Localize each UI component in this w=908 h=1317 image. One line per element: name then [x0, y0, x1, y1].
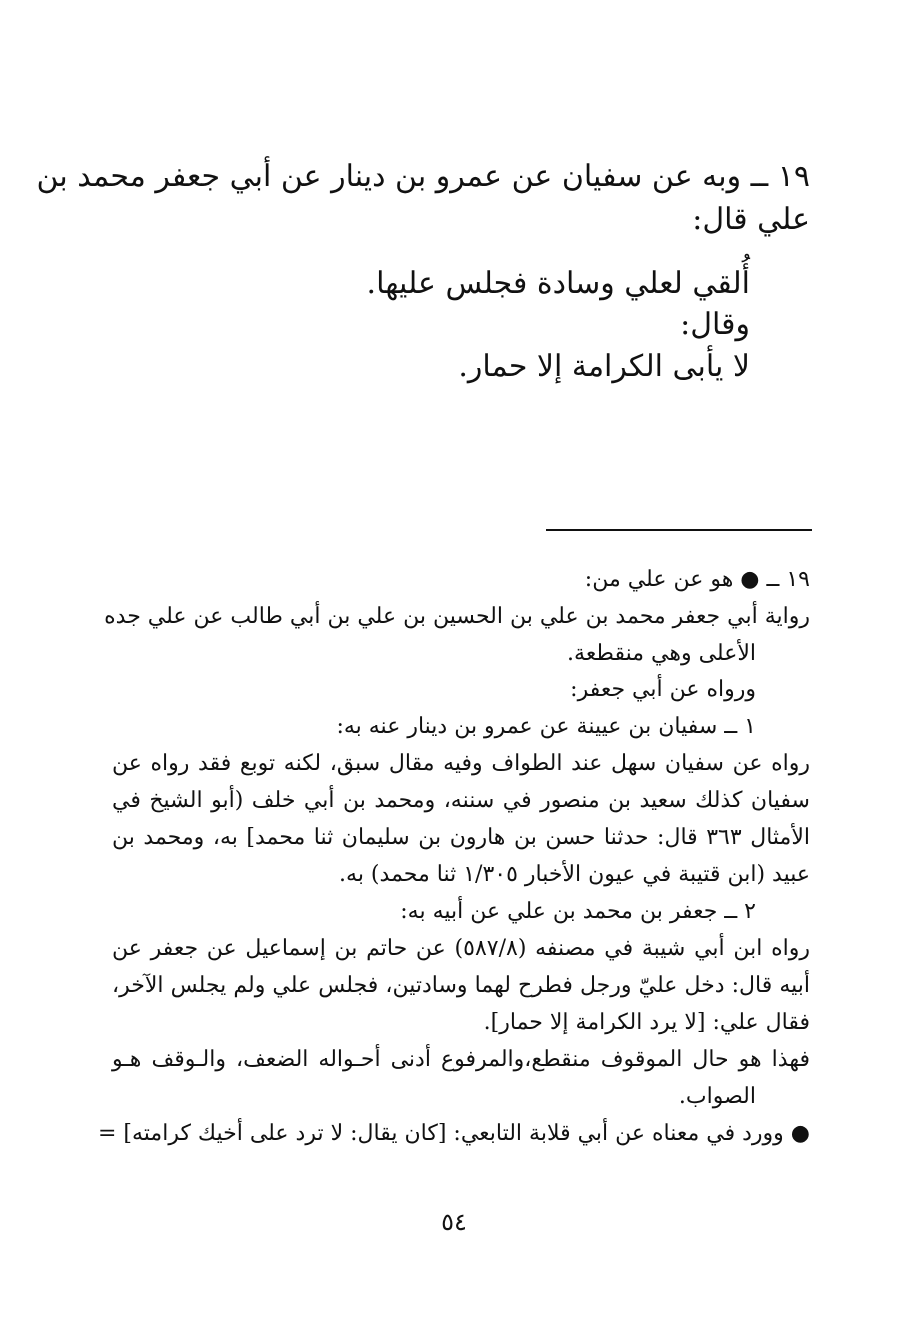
main-text-line-1: ١٩ ــ وبه عن سفيان عن عمرو بن دينار عن أبي جعفر محمد بن	[36, 159, 810, 194]
quote-2: لا يأبى الكرامة إلا حمار.	[458, 349, 750, 384]
footnote-line: فقال علي: [لا يرد الكرامة إلا حمار].	[483, 1010, 810, 1035]
main-text-line-2: علي قال:	[692, 202, 810, 237]
footnote-line: ١٩ ــ ● هو عن علي من:	[584, 567, 810, 592]
footnote-line: فهذا هو حال الموقوف منقطع،والمرفوع أدنى أحـواله الضعف، والـوقف هـو	[112, 1047, 810, 1072]
footnote-line: ورواه عن أبي جعفر:	[570, 677, 756, 702]
footnote-line: الصواب.	[678, 1084, 756, 1109]
footnote-line: الأمثال ٣٦٣ قال: حدثنا حسن بن هارون بن سليمان ثنا محمد] به، ومحمد بن	[112, 825, 810, 850]
footnote-line: رواه عن سفيان سهل عند الطواف وفيه مقال سبق، لكنه توبع فقد رواه عن	[112, 751, 810, 776]
footnote-separator	[546, 529, 812, 531]
and-said-label: وقال:	[680, 307, 750, 342]
footnote-line: رواه ابن أبي شيبة في مصنفه (٥٨٧/٨) عن حاتم بن إسماعيل عن جعفر عن	[112, 936, 810, 961]
footnote-line: ● وورد في معناه عن أبي قلابة التابعي: [كان يقال: لا ترد على أخيك كرامته] =	[97, 1121, 810, 1146]
footnote-line: ١ ــ سفيان بن عيينة عن عمرو بن دينار عنه به:	[336, 714, 756, 739]
footnote-line: الأعلى وهي منقطعة.	[567, 641, 756, 666]
footnote-line: أبيه قال: دخل عليّ ورجل فطرح لهما وسادتين، فجلس علي ولم يجلس الآخر،	[112, 973, 810, 998]
footnote-line: ٢ ــ جعفر بن محمد بن علي عن أبيه به:	[400, 899, 756, 924]
quote-1: أُلقي لعلي وسادة فجلس عليها.	[366, 266, 750, 301]
page-number: ٥٤	[441, 1208, 467, 1236]
footnote-line: رواية أبي جعفر محمد بن علي بن الحسين بن علي بن أبي طالب عن علي جده	[104, 604, 810, 629]
footnote-line: عبيد (ابن قتيبة في عيون الأخبار ١/٣٠٥ ثنا محمد) به.	[339, 862, 810, 887]
footnote-line: سفيان كذلك سعيد بن منصور في سننه، ومحمد بن أبي خلف (أبو الشيخ في	[112, 788, 810, 813]
